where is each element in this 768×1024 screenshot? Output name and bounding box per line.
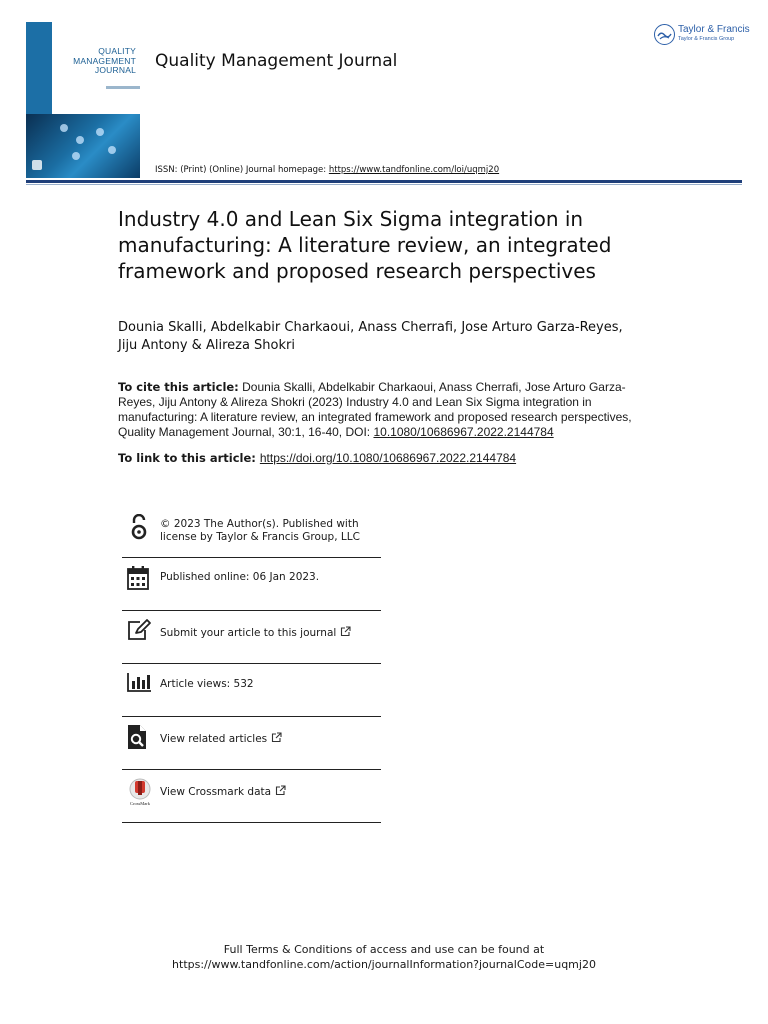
cover-issue-line	[106, 86, 140, 89]
journal-cover-image	[26, 22, 140, 178]
publisher-group: Taylor & Francis Group	[678, 36, 735, 42]
terms-footer	[0, 942, 768, 972]
link-label: To link to this article:	[118, 451, 256, 465]
calendar-icon	[126, 565, 152, 591]
cover-title	[56, 47, 136, 76]
issn-label: ISSN: (Print) (Online) Journal homepage:	[155, 165, 329, 175]
header-divider	[26, 180, 742, 183]
related-label: View related articles	[160, 733, 268, 745]
terms-url[interactable]: https://www.tandfonline.com/action/journalInformation?journalCode=uqmj20	[172, 958, 596, 971]
doi-link[interactable]: 10.1080/10686967.2022.2144784	[373, 425, 554, 439]
license-line: © 2023 The Author(s). Published with	[160, 518, 359, 530]
row-divider	[122, 557, 381, 558]
article-views: Article views: 532	[160, 678, 254, 690]
submit-article-link[interactable]	[160, 626, 351, 640]
cover-graphic	[26, 114, 140, 178]
row-divider	[122, 716, 381, 717]
crossmark-label: View Crossmark data	[160, 786, 272, 798]
edit-icon	[126, 618, 152, 644]
publisher-logo[interactable]	[654, 22, 750, 46]
cite-label: To cite this article:	[118, 380, 239, 394]
article-doi-url[interactable]: https://doi.org/10.1080/10686967.2022.2144784	[259, 451, 517, 465]
view-crossmark-link[interactable]	[160, 785, 286, 799]
license-text	[160, 518, 360, 544]
cover-dot	[72, 152, 80, 160]
article-authors: Dounia Skalli, Abdelkabir Charkaoui, Anass Cherrafi, Jose Arturo Garza-Reyes, Jiju Antony & Alireza Shokri	[118, 320, 623, 353]
cover-dot	[108, 146, 116, 154]
journal-name[interactable]: Quality Management Journal	[155, 51, 398, 71]
issn-line	[155, 165, 499, 175]
cover-dot	[60, 124, 68, 132]
cite-text: Dounia Skalli, Abdelkabir Charkaoui, Anass Cherrafi, Jose Arturo Garza-Reyes, Jiju Antony & Alireza Shokri (2023) Industry 4.0 and Lean Six Sigma integration in manufacturing: A literature review, an integrated framework and proposed research perspectives, Quality Management Journal, 30:1, 16-40, DOI:	[118, 380, 632, 439]
license-line: license by Taylor & Francis Group, LLC	[160, 531, 360, 543]
bar-chart-icon	[126, 671, 152, 697]
external-link-icon	[271, 732, 282, 743]
cover-title-line: MANAGEMENT	[73, 55, 136, 66]
journal-homepage-link[interactable]: https://www.tandfonline.com/loi/uqmj20	[328, 165, 500, 175]
open-access-icon	[126, 514, 152, 540]
header-divider-thin	[26, 184, 742, 185]
row-divider	[122, 769, 381, 770]
row-divider	[122, 822, 381, 823]
cover-dot	[76, 136, 84, 144]
article-title: Industry 4.0 and Lean Six Sigma integration in manufacturing: A literature review, an integrated framework and proposed research perspectives	[118, 207, 612, 283]
publisher-name: Taylor & Francis	[678, 24, 750, 35]
crossmark-badge-text: CrossMark	[130, 801, 150, 806]
citation-block	[118, 380, 648, 440]
submit-label: Submit your article to this journal	[160, 627, 337, 639]
cover-dot	[96, 128, 104, 136]
crossmark-icon	[126, 777, 152, 806]
row-divider	[122, 610, 381, 611]
external-link-icon	[275, 785, 286, 796]
cover-title-line: JOURNAL	[94, 65, 136, 75]
row-divider	[122, 663, 381, 664]
search-document-icon	[126, 724, 152, 750]
cover-publisher-mark	[32, 160, 42, 170]
cover-title-line: QUALITY	[98, 46, 136, 56]
view-related-articles-link[interactable]	[160, 732, 282, 746]
terms-text: Full Terms & Conditions of access and use can be found at	[223, 943, 545, 956]
published-date: Published online: 06 Jan 2023.	[160, 571, 320, 583]
wave-icon	[654, 24, 675, 45]
external-link-icon	[340, 626, 351, 637]
article-link-line	[118, 451, 516, 465]
